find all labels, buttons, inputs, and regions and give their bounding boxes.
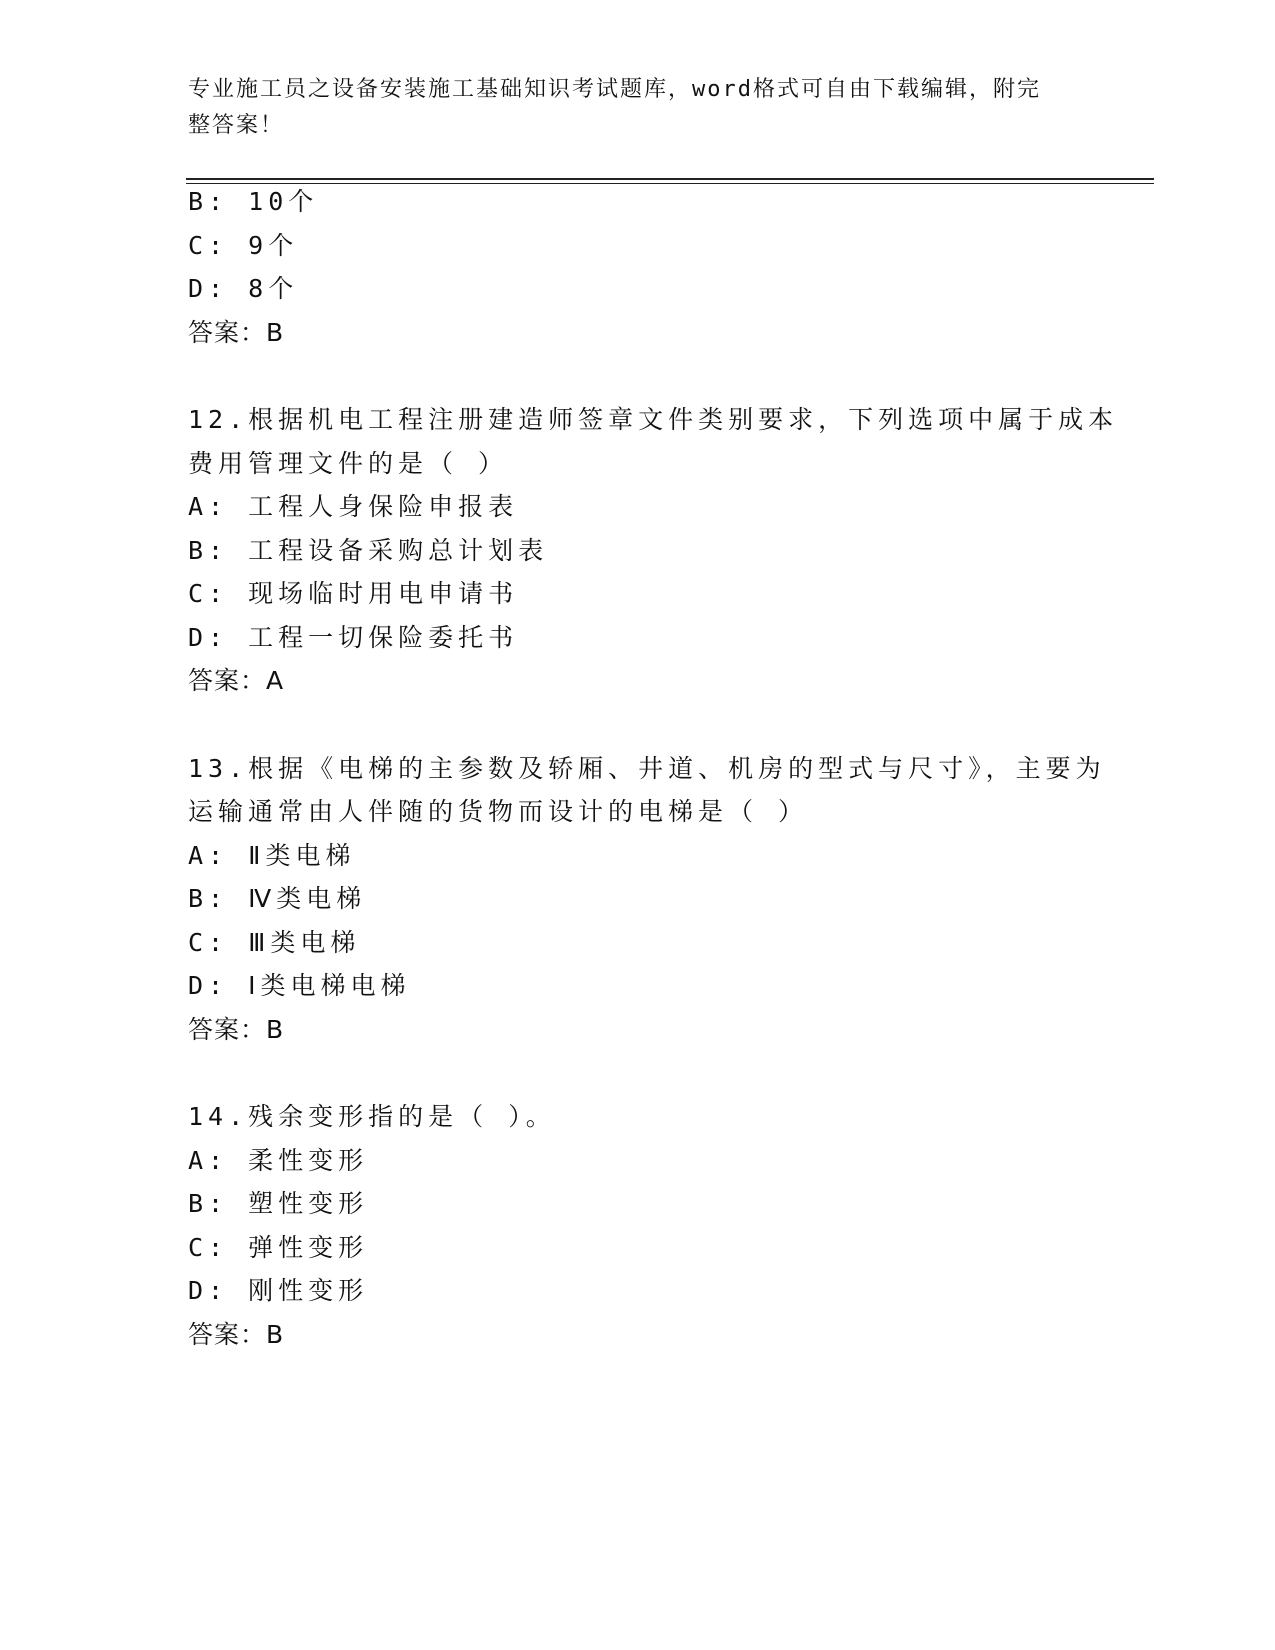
q14-option-b: B: 塑性变形 [188, 1189, 369, 1218]
q14-option-c: C: 弹性变形 [188, 1233, 369, 1262]
q11-answer: 答案：B [188, 318, 285, 347]
q12-option-a: A: 工程人身保险申报表 [188, 492, 519, 521]
q12-option-b: B: 工程设备采购总计划表 [188, 536, 549, 565]
q11-option-d: D: 8个 [188, 274, 299, 303]
header-divider-thick [186, 178, 1154, 180]
document-header [188, 72, 1088, 144]
q11-option-b: B: 10个 [188, 187, 319, 216]
header-divider-thin [186, 183, 1154, 184]
q14-answer: 答案：B [188, 1320, 285, 1349]
q12-option-c: C: 现场临时用电申请书 [188, 579, 519, 608]
q13-option-b: B: Ⅳ类电梯 [188, 884, 367, 913]
q13-answer: 答案：B [188, 1015, 285, 1044]
q12-option-d: D: 工程一切保险委托书 [188, 623, 519, 652]
q12-stem-line-2: 费用管理文件的是（ ） [188, 449, 509, 478]
header-title-line-1: 专业施工员之设备安装施工基础知识考试题库，word格式可自由下载编辑，附完 [188, 77, 1041, 102]
q13-option-d: D: Ⅰ类电梯电梯 [188, 971, 411, 1000]
q14-option-a: A: 柔性变形 [188, 1146, 369, 1175]
q12-stem-line-1: 12.根据机电工程注册建造师签章文件类别要求，下列选项中属于成本 [188, 405, 1119, 434]
q13-option-a: A: Ⅱ类电梯 [188, 841, 356, 870]
q13-option-c: C: Ⅲ类电梯 [188, 928, 361, 957]
header-title-line-2: 整答案！ [188, 113, 285, 138]
q14-option-d: D: 刚性变形 [188, 1276, 369, 1305]
q12-answer: 答案：A [188, 666, 285, 695]
q13-stem-line-1: 13.根据《电梯的主参数及轿厢、井道、机房的型式与尺寸》，主要为 [188, 754, 1106, 783]
q14-stem-line-1: 14.残余变形指的是（ ）。 [188, 1102, 556, 1131]
q11-option-c: C: 9个 [188, 231, 299, 260]
q13-stem-line-2: 运输通常由人伴随的货物而设计的电梯是（ ） [188, 797, 809, 826]
